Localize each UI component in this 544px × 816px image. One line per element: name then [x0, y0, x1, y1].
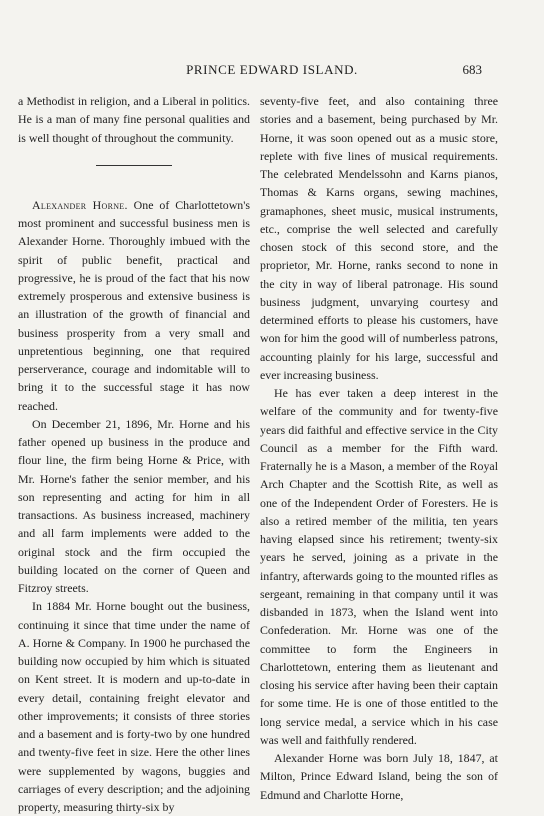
left-column [18, 92, 250, 816]
intro-paragraph: a Methodist in religion, and a Liberal in politics. He is a man of many fine personal qualities and is well thought of throughout the community. [18, 94, 250, 145]
right-paragraph-1: seventy-five feet, and also containing three stories and a basement, being purchased by Mr. Horne, it was soon opened out as a music store, replete with five lines of musical requirements. The celebrated Mendelssohn and Karns pianos, Thomas & Karns organs, sewing machines, gramaphones, sheet music, musical instruments, etc., comprise the well selected and carefully chosen stock of this second store, and the proprietor, Mr. Horne, ranks second to none in the city in way of liberal patronage. His sound business judgment, unvarying courtesy and determined efforts to please his customers, have won for him the good will of numberless patrons, accounting plainly for his large, successful and ever increasing business. [260, 94, 498, 382]
page-number: 683 [462, 62, 482, 77]
bio-paragraph-2: On December 21, 1896, Mr. Horne and his father opened up business in the produce and flour line, the firm being Horne & Price, with Mr. Horne's father the senior member, and his son representing and acting for him in all transactions. As business increased, machinery and all farm implements were added to the original stock and the firm occupied the building located on the corner of Queen and Fitzroy streets. [18, 416, 250, 595]
header-title: PRINCE EDWARD ISLAND. [186, 62, 358, 77]
bio-paragraph-1-text: One of Charlottetown's most prominent and successful business men is Alexander Horne. Thoroughly imbued with the spirit of public benefit, practical and progressive, he is proud of the fact that his now extremely prosperous and extensive business is an illustration of the growth of financial and business prosperity from a very small and unpretentious beginning, one that required perserverance, courage and indomitable will to bring it to the successful stage it has now reached. [18, 197, 250, 413]
bio-name: Alexander Horne. [32, 197, 128, 212]
right-paragraph-2: He has ever taken a deep interest in the welfare of the community and for twenty-five years did faithful and effective service in the City Council as a member for the Fifth ward. Fraternally he is a Mason, a member of the Royal Arch Chapter and the Scottish Rite, as well as one of the Independent Order of Foresters. He is also a retired member of the militia, ten years having elapsed since his retirement; twenty-six years he served, joining as a private in the infantry, afterwards going to the mounted rifles as sergeant, remaining in that company until it was disbanded in 1873, when the Island went into Confederation. Mr. Horne was one of the committee to form the Engineers in Charlottetown, entering them as lieutenant and closing his service after having been their captain for some time. He is one of those entitled to the long service medal, a service which in his case was well and faithfully rendered. [260, 386, 498, 747]
right-paragraph-3: Alexander Horne was born July 18, 1847, at Milton, Prince Edward Island, being the son of Edmund and Charlotte Horne, [260, 751, 498, 802]
running-header [0, 62, 544, 82]
section-divider [96, 165, 172, 166]
bio-paragraph-1 [18, 196, 250, 415]
right-column [260, 92, 498, 804]
bio-paragraph-3: In 1884 Mr. Horne bought out the business, continuing it since that time under the name of A. Horne & Company. In 1900 he purchased the building now occupied by him which is situated on Kent street. It is modern and up-to-date in every detail, containing freight elevator and other improvements; it consists of three stories and a basement and is forty-two by one hundred and twenty-five feet in size. Here the other lines were supplemented by wagons, buggies and carriages of every description; and the adjoining property, measuring thirty-six by [18, 599, 250, 814]
